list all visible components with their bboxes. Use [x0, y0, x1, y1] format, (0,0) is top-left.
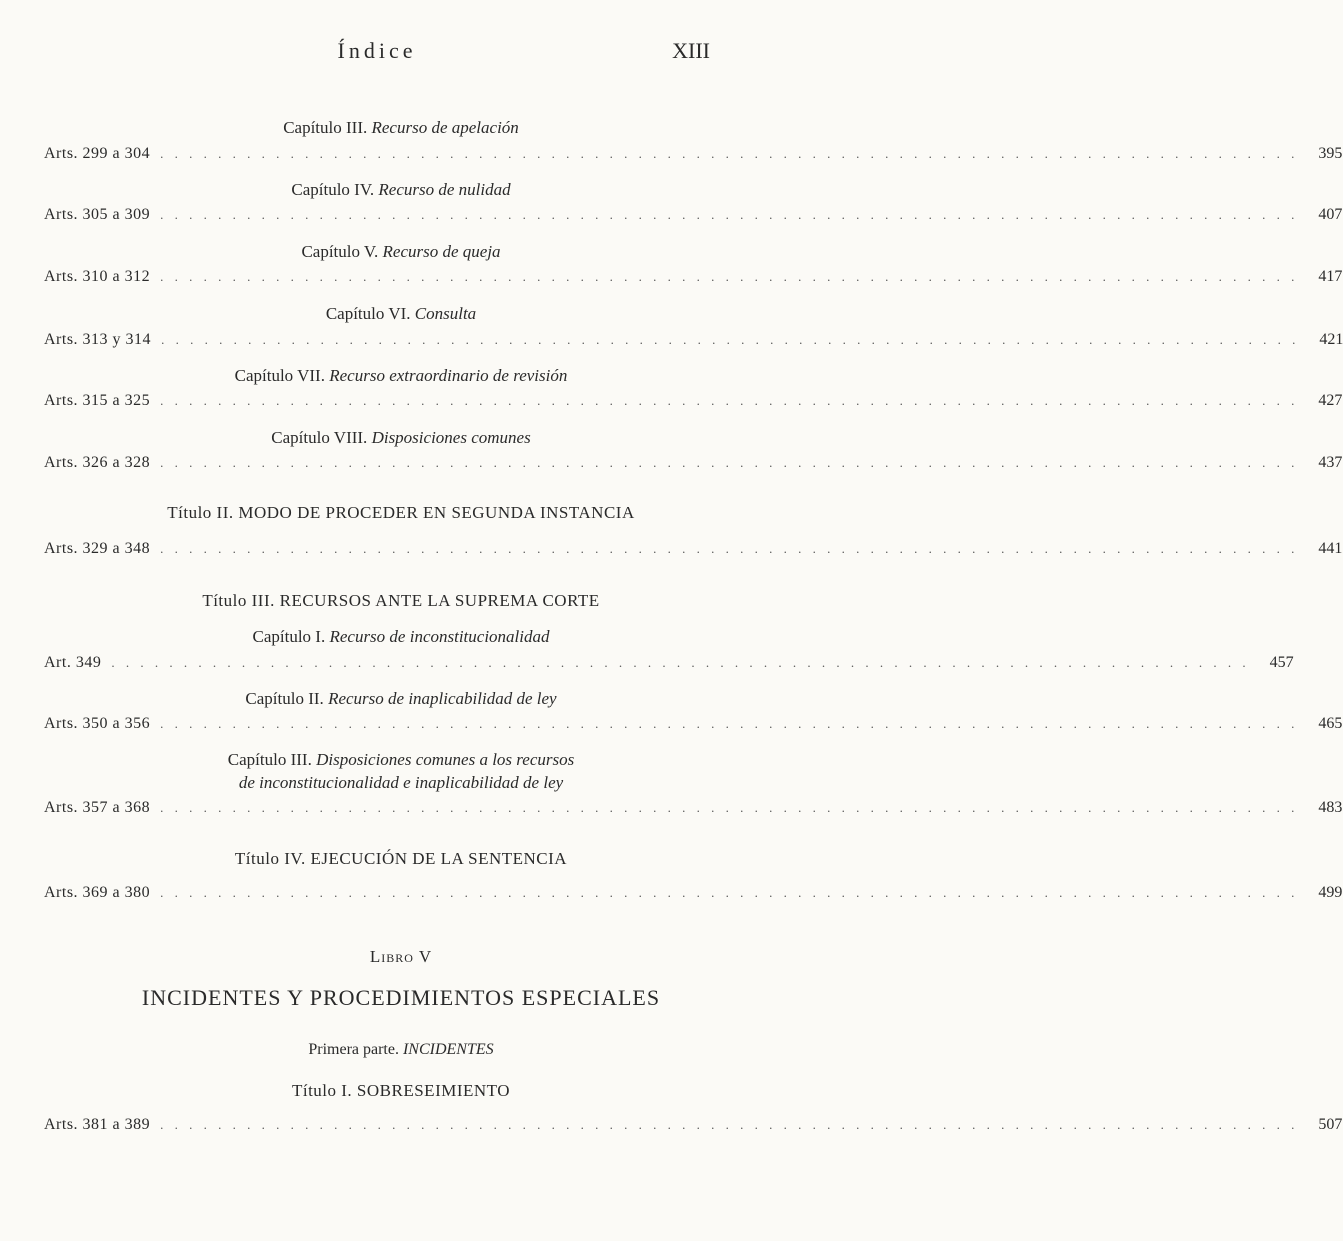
- chapter-number: Capítulo II.: [245, 689, 324, 708]
- toc-entry-label: Arts. 313 y 314: [44, 331, 152, 348]
- chapter-heading: [0, 627, 802, 647]
- toc-entry-label: Art. 349: [44, 654, 102, 671]
- toc-entry-page: 421: [1319, 331, 1343, 348]
- titulo-heading: Título I. SOBRESEIMIENTO: [291, 1081, 511, 1100]
- chapter-heading: [0, 750, 802, 770]
- titulo-heading: Título IV. EJECUCIÓN DE LA SENTENCIA: [234, 849, 568, 868]
- toc-entry-page: 483: [1318, 799, 1343, 816]
- chapter-title: Recurso de queja: [382, 242, 501, 261]
- toc-entry[interactable]: [44, 654, 1294, 676]
- chapter-number: Capítulo III.: [283, 118, 368, 137]
- toc-entry[interactable]: [44, 540, 1343, 562]
- toc-entry-label: Arts. 329 a 348: [44, 540, 151, 557]
- chapter-number: Capítulo VI.: [325, 304, 411, 323]
- chapter-number: Capítulo V.: [301, 242, 379, 261]
- titulo-heading: Título II. MODO DE PROCEDER EN SEGUNDA INSTANCIA: [167, 503, 635, 522]
- part-title: INCIDENTES: [402, 1041, 494, 1058]
- page-header-title: Índice: [337, 38, 417, 63]
- chapter-heading: [0, 428, 802, 448]
- toc-entry-page: 507: [1318, 1116, 1343, 1133]
- toc-entry[interactable]: [44, 799, 1343, 821]
- dot-leader: . . . . . . . . . . . . . . . . . . . . . . . . . . . . . . . . . . . . . . . . . . . . . . . . . . . . . . . . . . . . . . . . . . . . . . . . . . . . . . .: [161, 332, 1300, 347]
- toc-entry-label: Arts. 381 a 389: [44, 1116, 151, 1133]
- dot-leader: . . . . . . . . . . . . . . . . . . . . . . . . . . . . . . . . . . . . . . . . . . . . . . . . . . . . . . . . . . . . . . . . . . . . . . . . . . . . . . .: [160, 269, 1299, 284]
- toc-entry[interactable]: [44, 268, 1343, 290]
- chapter-title: Recurso de nulidad: [378, 180, 511, 199]
- toc-entry[interactable]: [44, 1116, 1343, 1138]
- chapter-title: Consulta: [414, 304, 477, 323]
- chapter-number: Capítulo IV.: [291, 180, 375, 199]
- chapter-title: Recurso de inconstitucionalidad: [329, 627, 550, 646]
- dot-leader: . . . . . . . . . . . . . . . . . . . . . . . . . . . . . . . . . . . . . . . . . . . . . . . . . . . . . . . . . . . . . . . . . . . . . . . . . . . . . . .: [160, 800, 1299, 815]
- chapter-heading: [0, 118, 802, 138]
- toc-entry-label: Arts. 357 a 368: [44, 799, 151, 816]
- dot-leader: . . . . . . . . . . . . . . . . . . . . . . . . . . . . . . . . . . . . . . . . . . . . . . . . . . . . . . . . . . . . . . . . . . . . . . . . . . . . . . .: [160, 541, 1299, 556]
- dot-leader: . . . . . . . . . . . . . . . . . . . . . . . . . . . . . . . . . . . . . . . . . . . . . . . . . . . . . . . . . . . . . . . . . . . . . . . . . . . . . . .: [160, 885, 1299, 900]
- dot-leader: . . . . . . . . . . . . . . . . . . . . . . . . . . . . . . . . . . . . . . . . . . . . . . . . . . . . . . . . . . . . . . . . . . . . . . . . . . . . . . .: [160, 716, 1299, 731]
- dot-leader: . . . . . . . . . . . . . . . . . . . . . . . . . . . . . . . . . . . . . . . . . . . . . . . . . . . . . . . . . . . . . . . . . . . . . . . . . . . . . . .: [160, 207, 1299, 222]
- toc-entry-label: Arts. 369 a 380: [44, 884, 151, 901]
- toc-entry-page: 457: [1269, 654, 1294, 671]
- toc-entry-page: 465: [1318, 715, 1343, 732]
- chapter-heading-continued: [0, 773, 802, 793]
- toc-entry[interactable]: [44, 392, 1343, 414]
- chapter-heading: [0, 366, 802, 386]
- chapter-heading: [0, 242, 802, 262]
- chapter-number: Capítulo I.: [252, 627, 326, 646]
- toc-entry-label: Arts. 310 a 312: [44, 268, 151, 285]
- chapter-number: Capítulo III.: [227, 750, 312, 769]
- chapter-title: Recurso extraordinario de revisión: [329, 366, 568, 385]
- toc-entry[interactable]: [44, 454, 1343, 476]
- page-number: XIII: [672, 38, 710, 63]
- libro-label: Libro V: [369, 947, 433, 966]
- toc-entry[interactable]: [44, 331, 1343, 353]
- chapter-title: de inconstitucionalidad e inaplicabilidad de ley: [238, 773, 564, 792]
- dot-leader: . . . . . . . . . . . . . . . . . . . . . . . . . . . . . . . . . . . . . . . . . . . . . . . . . . . . . . . . . . . . . . . . . . . . . . . . . . . . . . .: [160, 455, 1299, 470]
- toc-entry-page: 407: [1318, 206, 1343, 223]
- part-heading: [0, 1041, 802, 1059]
- dot-leader: . . . . . . . . . . . . . . . . . . . . . . . . . . . . . . . . . . . . . . . . . . . . . . . . . . . . . . . . . . . . . . . . . . . . . . . . . . . . . . .: [111, 655, 1250, 670]
- dot-leader: . . . . . . . . . . . . . . . . . . . . . . . . . . . . . . . . . . . . . . . . . . . . . . . . . . . . . . . . . . . . . . . . . . . . . . . . . . . . . . .: [160, 393, 1299, 408]
- chapter-title: Disposiciones comunes a los recursos: [316, 750, 575, 769]
- toc-entry[interactable]: [44, 884, 1343, 906]
- toc-entry-label: Arts. 305 a 309: [44, 206, 151, 223]
- toc-entry-page: 441: [1318, 540, 1343, 557]
- toc-entry-label: Arts. 315 a 325: [44, 392, 151, 409]
- toc-entry-label: Arts. 350 a 356: [44, 715, 151, 732]
- part-prefix: Primera parte.: [308, 1041, 399, 1058]
- toc-entry-page: 395: [1318, 145, 1343, 162]
- dot-leader: . . . . . . . . . . . . . . . . . . . . . . . . . . . . . . . . . . . . . . . . . . . . . . . . . . . . . . . . . . . . . . . . . . . . . . . . . . . . . . .: [160, 146, 1299, 161]
- toc-entry-page: 437: [1318, 454, 1343, 471]
- chapter-title: Recurso de apelación: [371, 118, 519, 137]
- toc-entry-label: Arts. 299 a 304: [44, 145, 151, 162]
- dot-leader: . . . . . . . . . . . . . . . . . . . . . . . . . . . . . . . . . . . . . . . . . . . . . . . . . . . . . . . . . . . . . . . . . . . . . . . . . . . . . . .: [160, 1117, 1299, 1132]
- chapter-title: Recurso de inaplicabilidad de ley: [328, 689, 557, 708]
- chapter-number: Capítulo VII.: [234, 366, 325, 385]
- toc-entry-page: 499: [1318, 884, 1343, 901]
- toc-entry[interactable]: [44, 206, 1343, 228]
- toc-entry[interactable]: [44, 715, 1343, 737]
- chapter-heading: [0, 180, 802, 200]
- chapter-heading: [0, 304, 802, 324]
- toc-entry-page: 427: [1318, 392, 1343, 409]
- chapter-heading: [0, 689, 802, 709]
- toc-entry-page: 417: [1318, 268, 1343, 285]
- toc-entry-label: Arts. 326 a 328: [44, 454, 151, 471]
- toc-entry[interactable]: [44, 145, 1343, 167]
- libro-title: INCIDENTES Y PROCEDIMIENTOS ESPECIALES: [141, 985, 661, 1010]
- chapter-title: Disposiciones comunes: [371, 428, 531, 447]
- titulo-heading: Título III. RECURSOS ANTE LA SUPREMA CORTE: [202, 591, 600, 610]
- chapter-number: Capítulo VIII.: [271, 428, 368, 447]
